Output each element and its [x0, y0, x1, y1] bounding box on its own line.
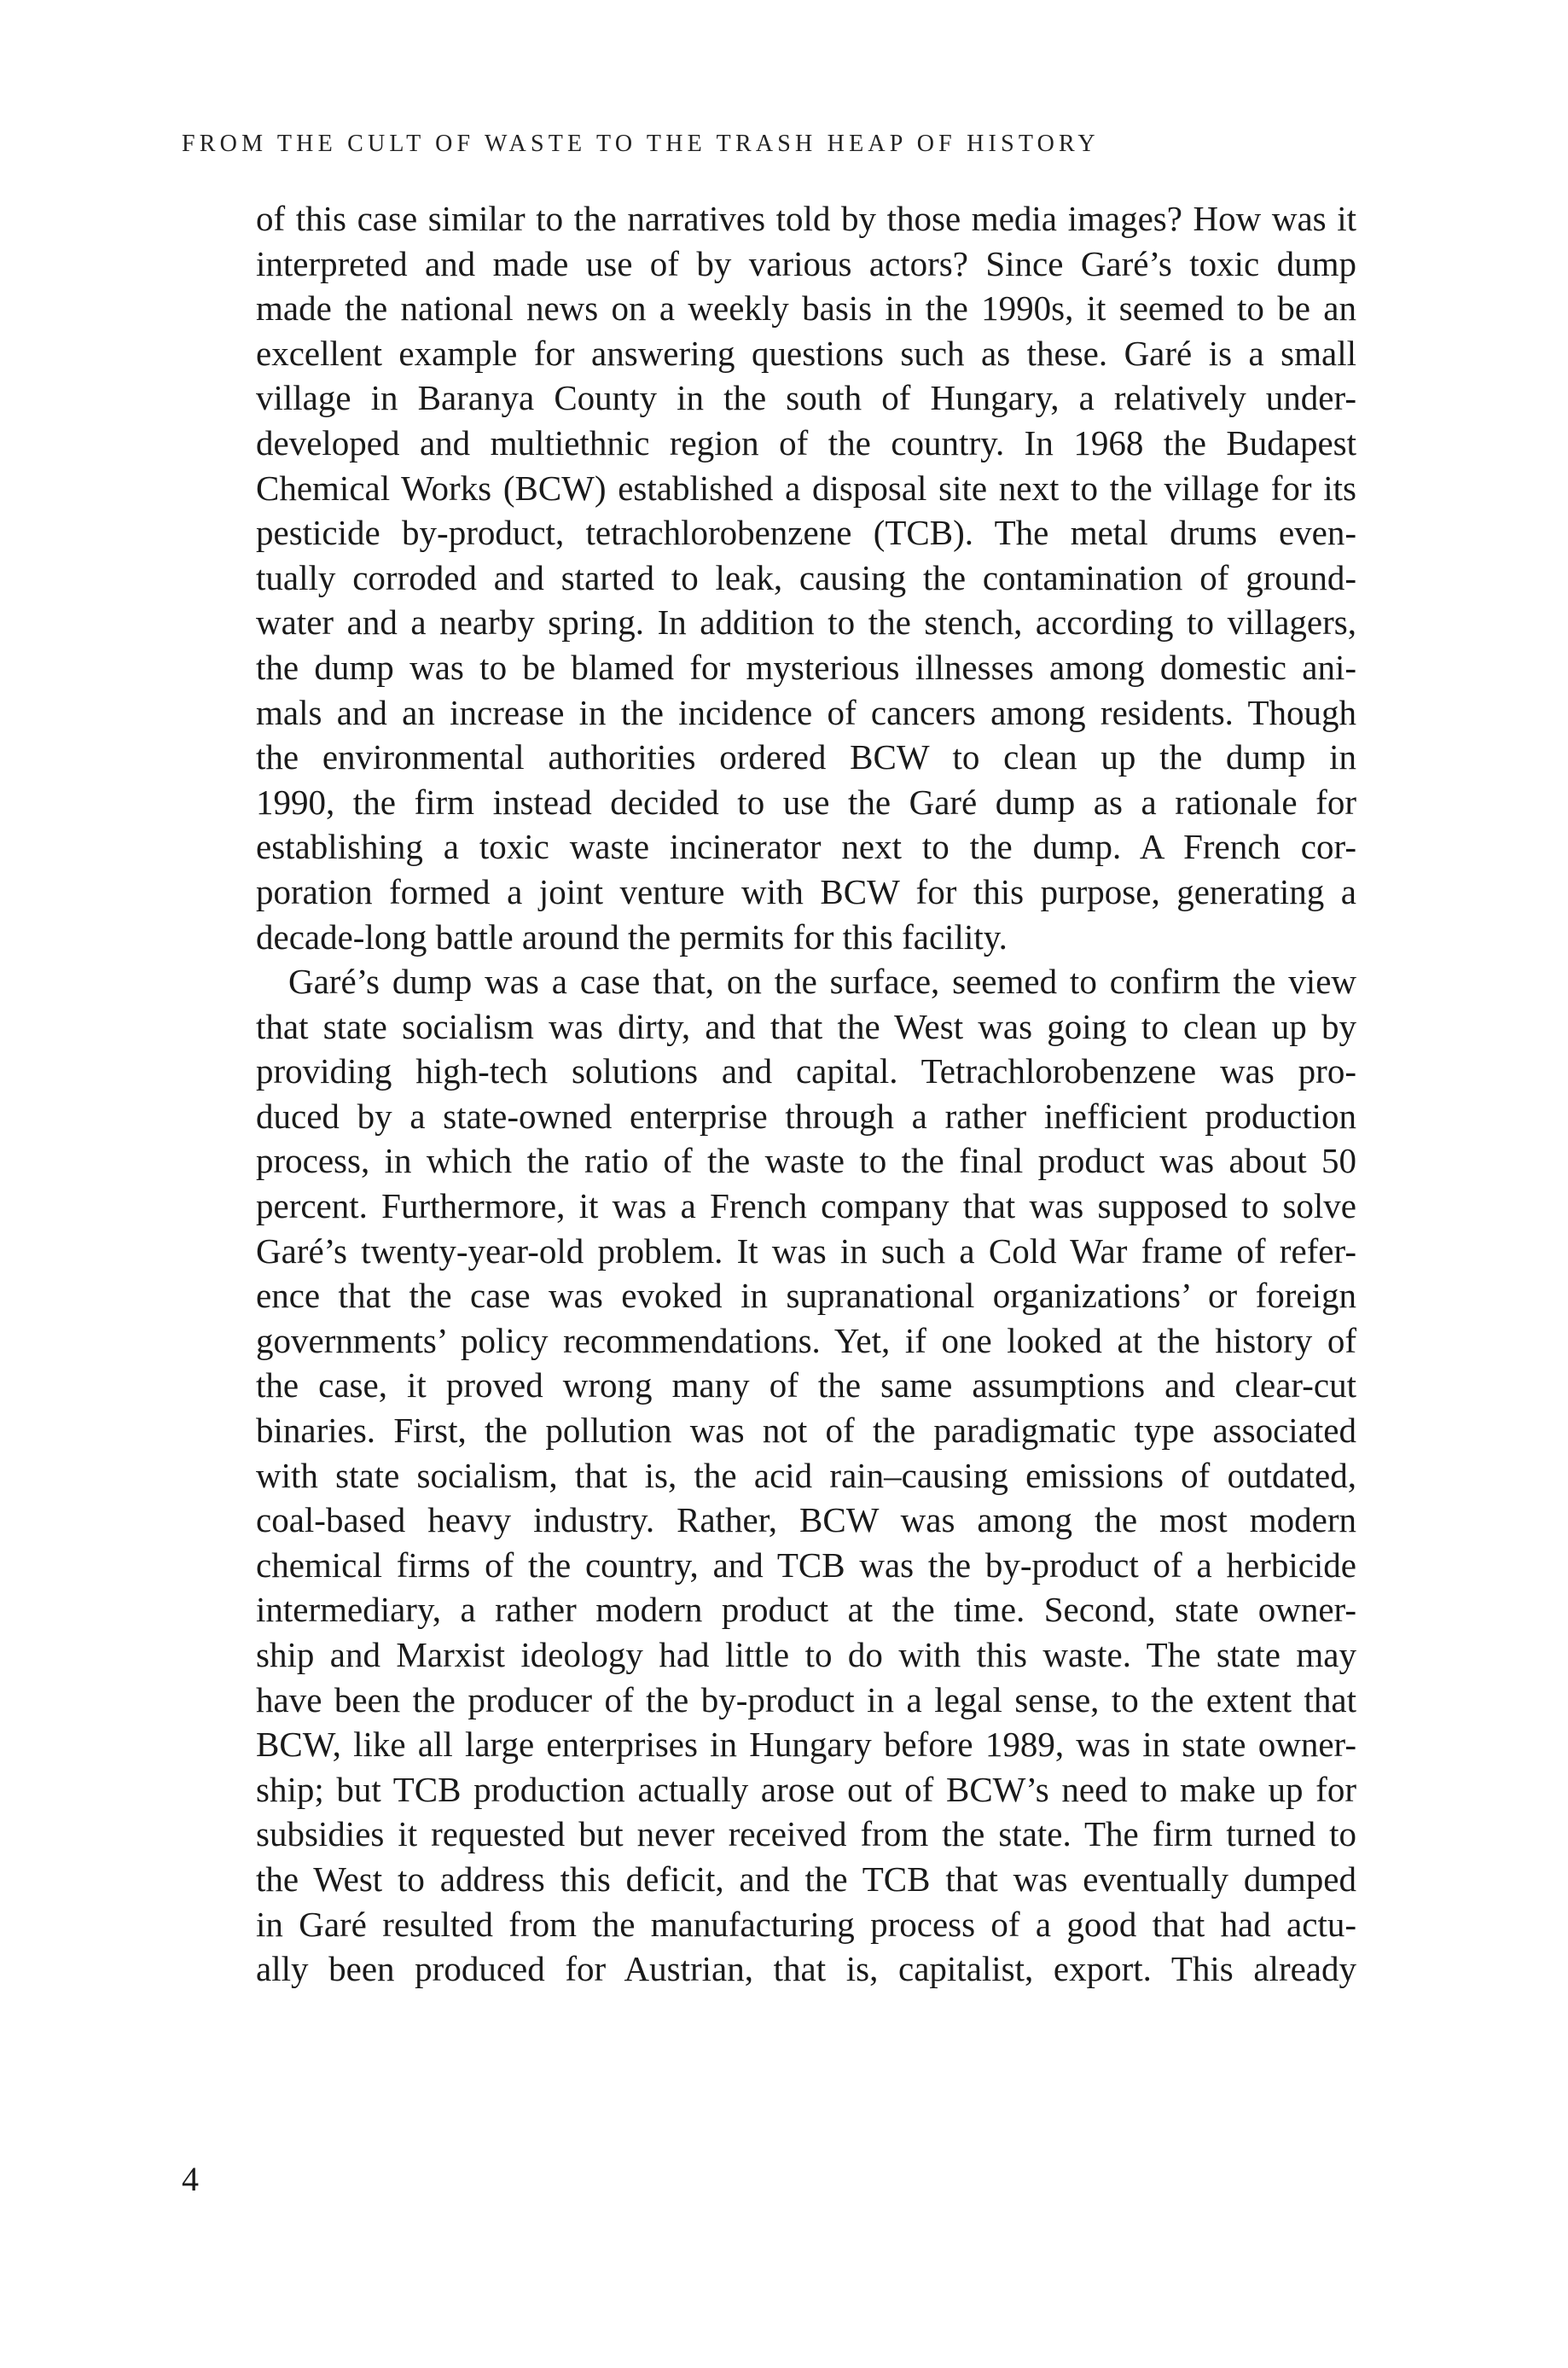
- text-line: coal-based heavy industry. Rather, BCW was among the most modern: [256, 1500, 1356, 1540]
- text-line: duced by a state-owned enterprise through a rather inefficient production: [256, 1096, 1356, 1136]
- text-line: tually corroded and started to leak, causing the contamination of ground-: [256, 557, 1356, 597]
- text-line: with state socialism, that is, the acid rain–causing emissions of outdated,: [256, 1455, 1356, 1495]
- text-line: the West to address this deficit, and the TCB that was eventually dumped: [256, 1859, 1356, 1899]
- paragraph-2: [256, 959, 1356, 1992]
- text-line: made the national news on a weekly basis in the 1990s, it seemed to be an: [256, 288, 1356, 329]
- text-line: governments’ policy recommendations. Yet, if one looked at the history of: [256, 1320, 1356, 1360]
- text-line: percent. Furthermore, it was a French company that was supposed to solve: [256, 1186, 1356, 1226]
- text-line: Chemical Works (BCW) established a disposal site next to the village for its: [256, 468, 1356, 508]
- page-number: 4: [182, 2160, 199, 2198]
- running-head: FROM THE CULT OF WASTE TO THE TRASH HEAP OF HISTORY: [182, 131, 1100, 157]
- text-line: 1990, the firm instead decided to use the Garé dump as a rationale for: [256, 782, 1356, 822]
- text-line: subsidies it requested but never received from the state. The firm turned to: [256, 1814, 1356, 1854]
- text-line: pesticide by-product, tetrachlorobenzene (TCB). The metal drums even-: [256, 513, 1356, 553]
- text-line: the dump was to be blamed for mysterious illnesses among domestic ani-: [256, 647, 1356, 687]
- text-line: mals and an increase in the incidence of cancers among residents. Though: [256, 692, 1356, 732]
- text-line: developed and multiethnic region of the country. In 1968 the Budapest: [256, 422, 1356, 463]
- text-line: ally been produced for Austrian, that is, capitalist, export. This already: [256, 1949, 1356, 1989]
- text-line: the environmental authorities ordered BCW to clean up the dump in: [256, 737, 1356, 777]
- text-line: binaries. First, the pollution was not of the paradigmatic type associated: [256, 1411, 1356, 1451]
- text-line: process, in which the ratio of the waste to the final product was about 50: [256, 1141, 1356, 1181]
- text-line: intermediary, a rather modern product at the time. Second, state owner-: [256, 1590, 1356, 1630]
- text-line: have been the producer of the by-product in a legal sense, to the extent that: [256, 1679, 1356, 1719]
- text-line: water and a nearby spring. In addition to the stench, according to villagers,: [256, 602, 1356, 643]
- text-line: chemical firms of the country, and TCB was the by-product of a herbicide: [256, 1545, 1356, 1585]
- text-line: in Garé resulted from the manufacturing process of a good that had actu-: [256, 1904, 1356, 1944]
- text-line: interpreted and made use of by various actors? Since Garé’s toxic dump: [256, 243, 1356, 283]
- text-line: ence that the case was evoked in supranational organizations’ or foreign: [256, 1276, 1356, 1316]
- body-text: [256, 196, 1356, 1992]
- text-line: poration formed a joint venture with BCW for this purpose, generating a: [256, 871, 1356, 911]
- text-line: providing high-tech solutions and capital. Tetrachlorobenzene was pro-: [256, 1051, 1356, 1091]
- text-line: village in Baranya County in the south of Hungary, a relatively under-: [256, 378, 1356, 418]
- text-line: that state socialism was dirty, and that the West was going to clean up by: [256, 1006, 1356, 1046]
- text-line: Garé’s dump was a case that, on the surface, seemed to confirm the view: [288, 962, 1356, 1002]
- text-line: excellent example for answering questions such as these. Garé is a small: [256, 333, 1356, 373]
- text-line: ship; but TCB production actually arose out of BCW’s need to make up for: [256, 1769, 1356, 1809]
- text-line: decade-long battle around the permits for this facility.: [256, 916, 1008, 957]
- text-line: ship and Marxist ideology had little to do with this waste. The state may: [256, 1635, 1356, 1674]
- text-line: Garé’s twenty-year-old problem. It was in such a Cold War frame of refer-: [256, 1231, 1356, 1271]
- text-line: of this case similar to the narratives told by those media images? How was it: [256, 199, 1356, 238]
- text-line: establishing a toxic waste incinerator next to the dump. A French cor-: [256, 827, 1356, 867]
- text-line: the case, it proved wrong many of the same assumptions and clear-cut: [256, 1365, 1356, 1405]
- text-line: BCW, like all large enterprises in Hungary before 1989, was in state owner-: [256, 1725, 1356, 1765]
- paragraph-1: [256, 196, 1356, 959]
